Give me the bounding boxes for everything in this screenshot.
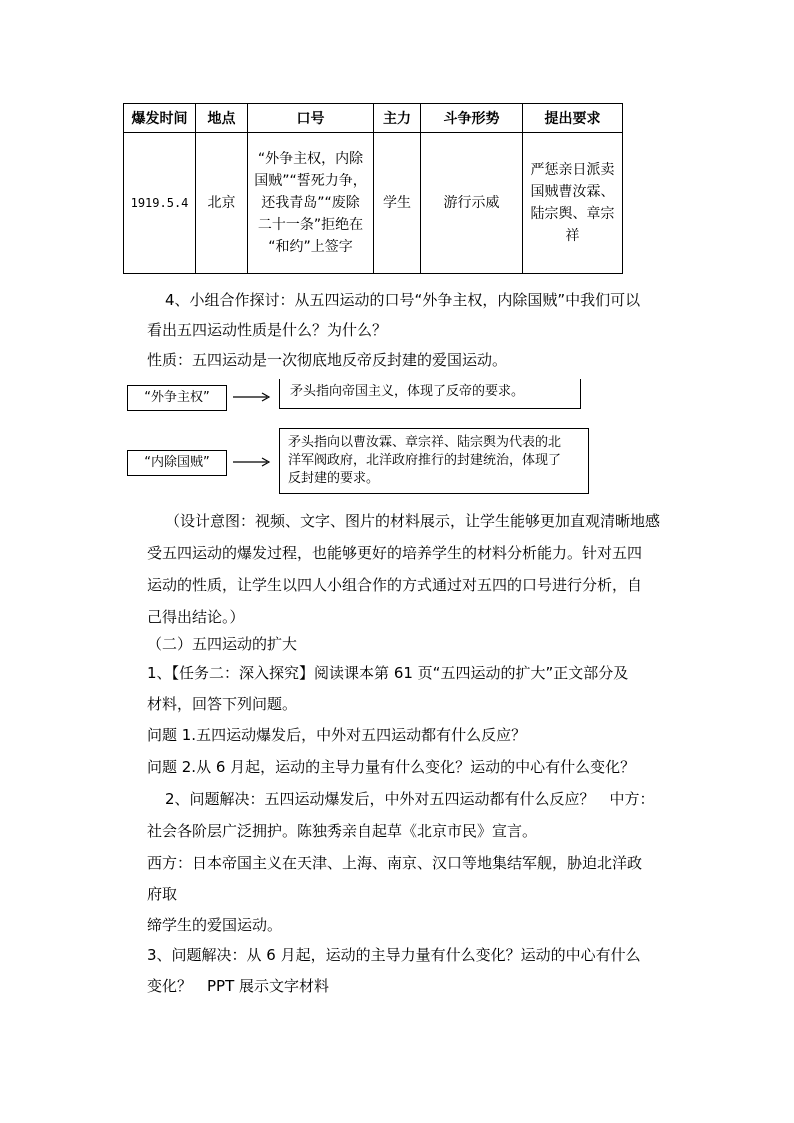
slogan-line: 二十一条”拒绝在 <box>257 217 364 233</box>
header-place: 地点 <box>196 104 248 133</box>
question-2: 问题 2.从 6 月起，运动的主导力量有什么变化？运动的中心有什么变化？ <box>147 758 636 776</box>
design-intent-line-3: 运动的性质，让学生以四人小组合作的方式通过对五四的口号进行分析，自 <box>147 576 643 594</box>
slogan-line: “和约”上签字 <box>268 239 353 255</box>
question-4-line-1: 4、小组合作探讨：从五四运动的口号“外争主权，内除国贼”中我们可以 <box>165 291 641 309</box>
cell-force: 学生 <box>374 133 421 274</box>
answer-3-line-1: 3、问题解决：从 6 月起，运动的主导力量有什么变化？运动的中心有什么 <box>147 946 641 964</box>
task-2-line-1: 1、【任务二：深入探究】阅读课本第 61 页“五四运动的扩大”正文部分及 <box>147 664 629 682</box>
design-intent-line-1: （设计意图：视频、文字、图片的材料展示，让学生能够更加直观清晰地感 <box>165 512 661 530</box>
demand-line: 祥 <box>565 228 580 244</box>
arrow-right-icon <box>233 391 273 403</box>
question-4-line-2: 看出五四运动性质是什么？为什么？ <box>147 321 388 339</box>
box-line: 反封建的要求。 <box>288 471 380 486</box>
box-line: 洋军阀政府，北洋政府推行的封建统治，体现了 <box>288 453 562 468</box>
demand-line: 陆宗舆、章宗 <box>530 206 615 222</box>
cell-demand <box>523 133 623 274</box>
header-demand: 提出要求 <box>523 104 623 133</box>
answer-2-line-2: 社会各阶层广泛拥护。陈独秀亲自起草《北京市民》宣言。 <box>147 822 538 840</box>
task-2-line-2: 材料，回答下列问题。 <box>147 695 298 713</box>
nature-statement: 性质：五四运动是一次彻底地反帝反封建的爱国运动。 <box>147 351 508 369</box>
table-row <box>124 133 623 274</box>
section-2-heading: （二）五四运动的扩大 <box>147 635 298 653</box>
cell-time: 1919.5.4 <box>124 133 196 274</box>
answer-2-line-5: 缔学生的爱国运动。 <box>147 916 283 934</box>
cell-slogan <box>248 133 374 274</box>
slogan-box-traitors: “内除国贼” <box>127 450 227 476</box>
question-1: 问题 1.五四运动爆发后，中外对五四运动都有什么反应？ <box>147 726 527 744</box>
header-force: 主力 <box>374 104 421 133</box>
slogan-line: “外争主权，内除 <box>257 151 364 167</box>
design-intent-line-4: 己得出结论。） <box>147 608 245 626</box>
header-time: 爆发时间 <box>124 104 196 133</box>
slogan-line: 还我青岛”“废除 <box>261 195 360 211</box>
answer-2-line-3: 西方：日本帝国主义在天津、上海、南京、汉口等地集结军舰，胁迫北洋政 <box>147 854 643 872</box>
header-form: 斗争形势 <box>421 104 523 133</box>
arrow-right-icon <box>233 456 273 468</box>
slogan-line: 国贼”“誓死力争， <box>254 173 367 189</box>
answer-2-line-1: 2、问题解决：五四运动爆发后，中外对五四运动都有什么反应？ 中方： <box>165 790 655 808</box>
demand-line: 国贼曹汝霖、 <box>530 184 615 200</box>
slogan-box-sovereignty: “外争主权” <box>127 385 227 411</box>
cell-form: 游行示威 <box>421 133 523 274</box>
anti-imperialism-box: 矛头指向帝国主义，体现了反帝的要求。 <box>279 379 581 409</box>
answer-2-line-4: 府取 <box>147 885 178 903</box>
anti-feudalism-box <box>279 428 589 494</box>
design-intent-line-2: 受五四运动的爆发过程，也能够更好的培养学生的材料分析能力。针对五四 <box>147 544 643 562</box>
may-fourth-table <box>123 103 623 274</box>
box-line: 矛头指向以曹汝霖、章宗祥、陆宗舆为代表的北 <box>288 435 562 450</box>
answer-3-line-2: 变化？ PPT 展示文字材料 <box>147 977 330 995</box>
cell-place: 北京 <box>196 133 248 274</box>
table-header-row <box>124 104 623 133</box>
header-slogan: 口号 <box>248 104 374 133</box>
demand-line: 严惩亲日派卖 <box>530 162 615 178</box>
